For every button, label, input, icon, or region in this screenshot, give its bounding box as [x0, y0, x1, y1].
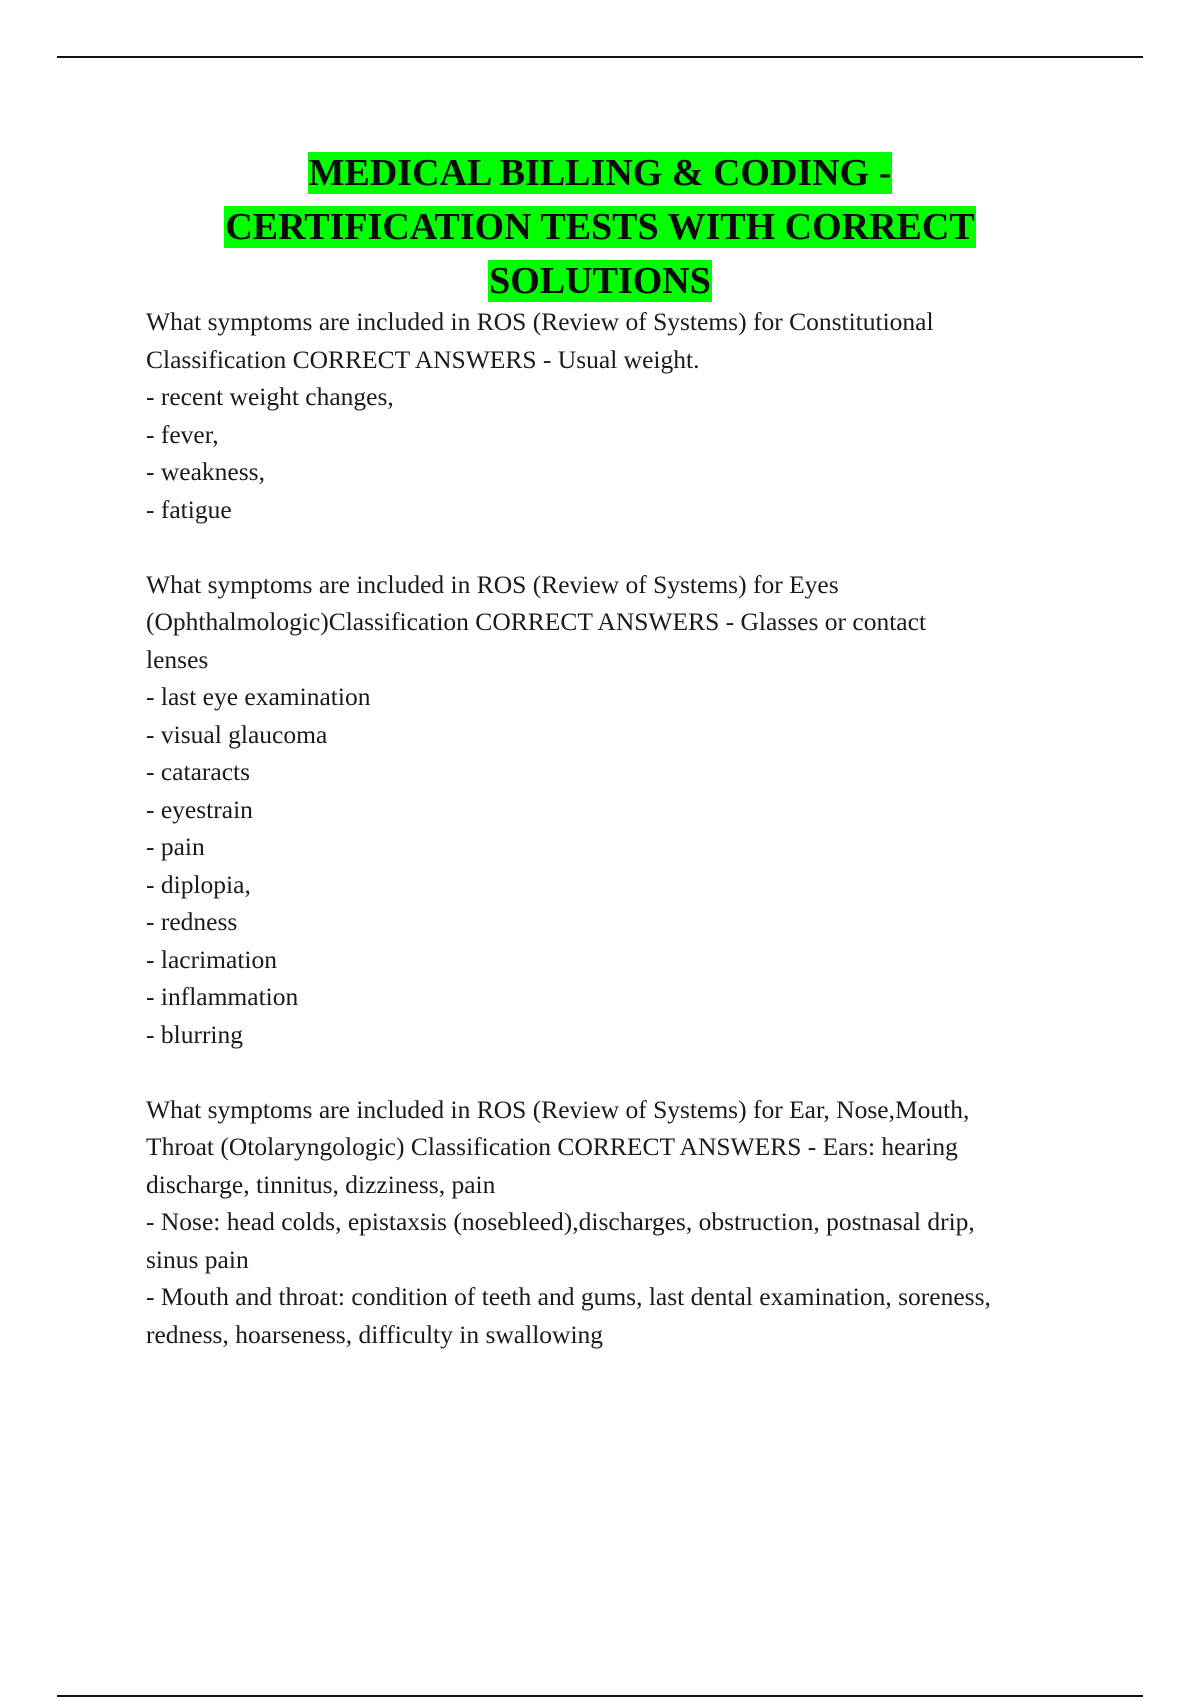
text-line: What symptoms are included in ROS (Review of Systems) for Constitutional	[146, 307, 934, 336]
qa-block-ent	[146, 1091, 1086, 1354]
text-line: - last eye examination	[146, 682, 371, 711]
text-line: - Mouth and throat: condition of teeth and gums, last dental examination, soreness,	[146, 1282, 991, 1311]
text-line: - inflammation	[146, 982, 299, 1011]
title-line: SOLUTIONS	[489, 260, 711, 302]
text-line: What symptoms are included in ROS (Review of Systems) for Ear, Nose,Mouth,	[146, 1094, 970, 1124]
title-line: CERTIFICATION TESTS WITH CORRECT	[225, 206, 975, 248]
text-line: - weakness,	[146, 457, 265, 486]
text-line: What symptoms are included in ROS (Review of Systems) for Eyes	[146, 569, 839, 599]
text-line: - fever,	[146, 419, 219, 449]
text-line: redness, hoarseness, difficulty in swallowing	[146, 1319, 604, 1349]
text-line: - fatigue	[146, 494, 232, 524]
bottom-divider	[57, 1695, 1143, 1697]
text-line: - diplopia,	[146, 869, 251, 899]
title-line: MEDICAL BILLING & CODING -	[308, 152, 892, 194]
qa-block-eyes	[146, 566, 1086, 1054]
text-line: lenses	[146, 644, 209, 674]
document-body	[146, 303, 1086, 1391]
text-line: (Ophthalmologic)Classification CORRECT ANSWERS - Glasses or contact	[146, 607, 927, 636]
text-line: - blurring	[146, 1019, 244, 1049]
text-line: - redness	[146, 907, 238, 936]
text-line: Throat (Otolaryngologic) Classification CORRECT ANSWERS - Ears: hearing	[146, 1132, 958, 1161]
document-title	[100, 146, 1100, 308]
text-line: - eyestrain	[146, 794, 253, 824]
text-line: - recent weight changes,	[146, 382, 394, 411]
text-line: - visual glaucoma	[146, 719, 328, 749]
text-line: sinus pain	[146, 1244, 249, 1274]
text-line: - cataracts	[146, 757, 251, 786]
text-line: discharge, tinnitus, dizziness, pain	[146, 1169, 496, 1199]
text-line: - Nose: head colds, epistaxsis (nosebleed),discharges, obstruction, postnasal drip,	[146, 1207, 975, 1236]
text-line: - pain	[146, 832, 205, 861]
text-line: Classification CORRECT ANSWERS - Usual weight.	[146, 344, 700, 374]
text-line: - lacrimation	[146, 944, 277, 974]
top-divider	[57, 56, 1143, 58]
qa-block-constitutional	[146, 303, 1086, 528]
